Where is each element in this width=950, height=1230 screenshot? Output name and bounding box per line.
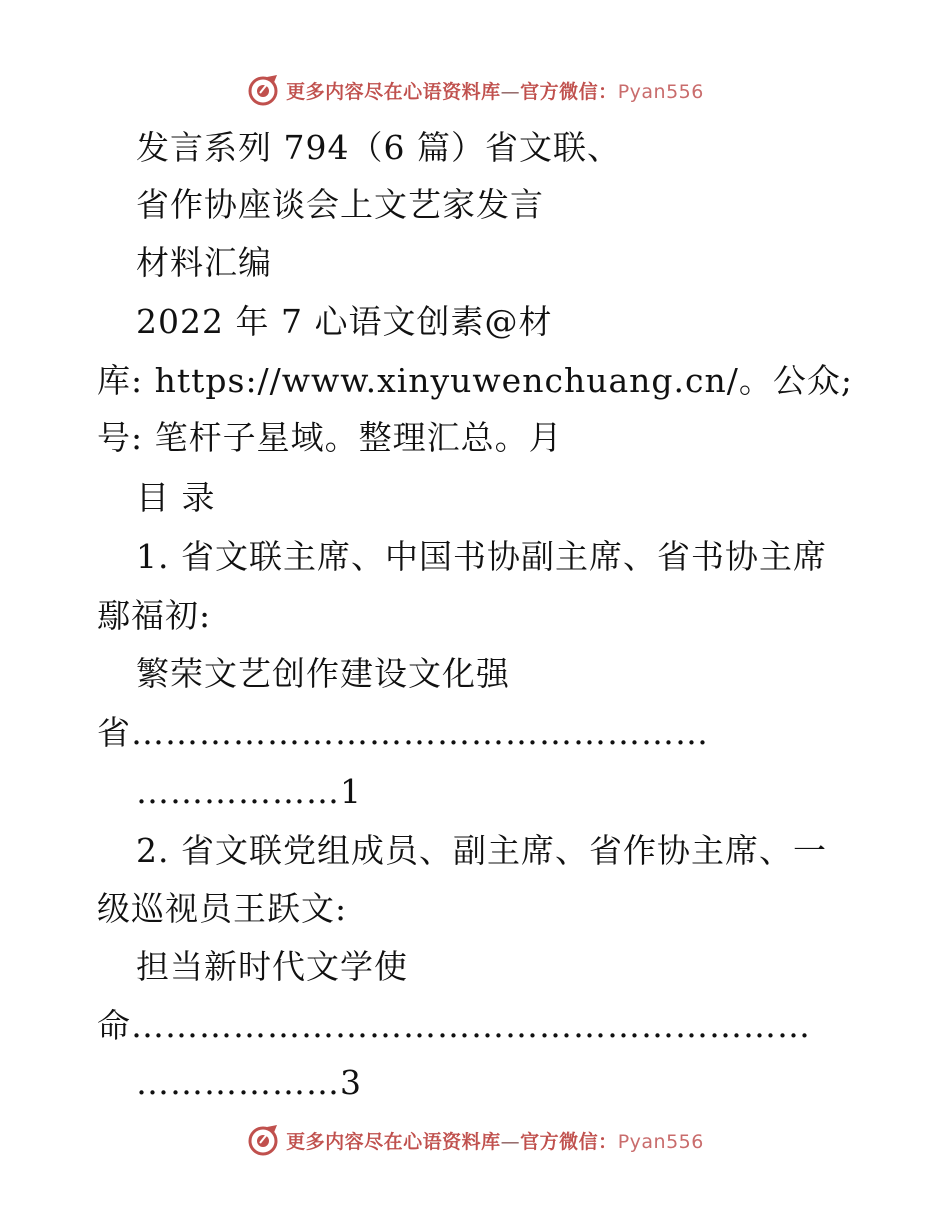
date-line: 2022 年 7 心语文创素@材 (136, 302, 553, 341)
toc-item-2-name: 级巡视员王跃文: (97, 889, 348, 928)
title-line-1: 发言系列 794（6 篇）省文联、 (136, 128, 621, 167)
toc-item-1-leader: 省…………………………………………… (97, 713, 709, 752)
banner-dash: — (500, 1130, 521, 1153)
toc-item-2-page: ………………3 (136, 1063, 362, 1102)
banner-handle: Pyan556 (617, 80, 704, 103)
toc-item-1-title: 繁荣文艺创作建设文化强 (136, 654, 510, 693)
source-line: 库: https://www.xinyuwenchuang.cn/。公众; (97, 361, 853, 400)
banner-official: 官方微信： (520, 1130, 618, 1153)
title-line-3: 材料汇编 (136, 243, 272, 282)
title-line-2: 省作协座谈会上文艺家发言 (136, 185, 544, 224)
toc-item-2-author: 2. 省文联党组成员、副主席、省作协主席、一 (136, 831, 827, 870)
pen-logo-icon (246, 73, 280, 107)
toc-item-1-author: 1. 省文联主席、中国书协副主席、省书协主席 (136, 537, 827, 576)
account-line: 号: 笔杆子星域。整理汇总。月 (97, 418, 563, 457)
banner-lead: 更多内容尽在心语资料库 (286, 80, 501, 103)
footer-banner (0, 1120, 950, 1160)
banner-text (286, 77, 704, 104)
banner-official: 官方微信： (520, 80, 618, 103)
banner-text (286, 1127, 704, 1154)
banner-dash: — (500, 80, 521, 103)
pen-logo-icon (246, 1123, 280, 1157)
banner-lead: 更多内容尽在心语资料库 (286, 1130, 501, 1153)
toc-item-2-leader: 命…………………………………………………… (97, 1006, 811, 1045)
toc-item-2-title: 担当新时代文学使 (136, 947, 408, 986)
toc-item-1-page: ………………1 (136, 772, 362, 811)
header-banner (0, 70, 950, 110)
toc-item-1-name: 鄢福初: (97, 596, 212, 635)
toc-heading: 目 录 (136, 478, 216, 517)
banner-handle: Pyan556 (617, 1130, 704, 1153)
